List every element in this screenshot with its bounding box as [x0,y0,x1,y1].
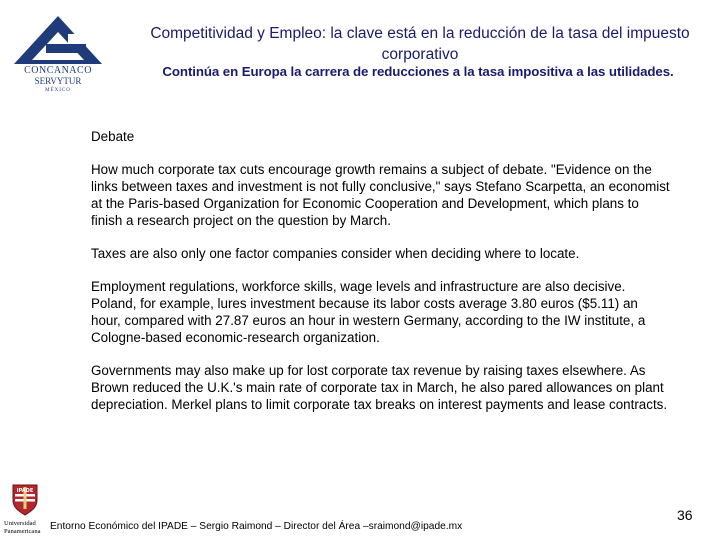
footer-text: Entorno Económico del IPADE – Sergio Raimond – Director del Área –sraimond@ipade.mx [50,521,463,532]
logo-mark-icon [12,14,104,66]
article-body [91,128,671,429]
page-subtitle: Continúa en Europa la carrera de reducciones a la tasa impositiva a las utilidades. [162,64,674,79]
concanaco-logo [12,14,122,106]
paragraph: Taxes are also only one factor companies consider when deciding where to locate. [91,246,580,261]
logo-sub: SERVYTUR [34,76,82,86]
university-label: Universidad Panamericana [4,520,41,535]
ipade-crest-icon [10,482,40,516]
crest-label: IPADE [16,488,34,494]
paragraph: Employment regulations, workforce skills, wage levels and infrastructure are also decisive. Poland, for example, lures investment because its labor costs average 3.80 euros ($5.11) an hour, compared with 27.87 euros an hour in western Germany, according to the IW institute, a Cologne-based economic-research organization. [91,279,646,345]
page-title: Competitividad y Empleo: la clave está en la reducción de la tasa del impuesto corporativo [150,25,690,63]
paragraph: Governments may also make up for lost corporate tax revenue by raising taxes elsewhere. As Brown reduced the U.K.'s main rate of corporate tax in March, he also pared allowances on plant depreciation. Merkel plans to limit corporate tax breaks on interest payments and lease contracts. [91,363,668,412]
section-heading: Debate [91,129,135,144]
logo-name: CONCANACO [24,65,92,76]
logo-country: MÉXICO [45,88,71,93]
page-number: 36 [677,507,693,523]
paragraph: How much corporate tax cuts encourage growth remains a subject of debate. "Evidence on the links between taxes and investment is not fully conclusive," says Stefano Scarpetta, an economist at the Paris-based Organization for Economic Cooperation and Development, which plans to finish a research project on the question by March. [91,162,670,228]
